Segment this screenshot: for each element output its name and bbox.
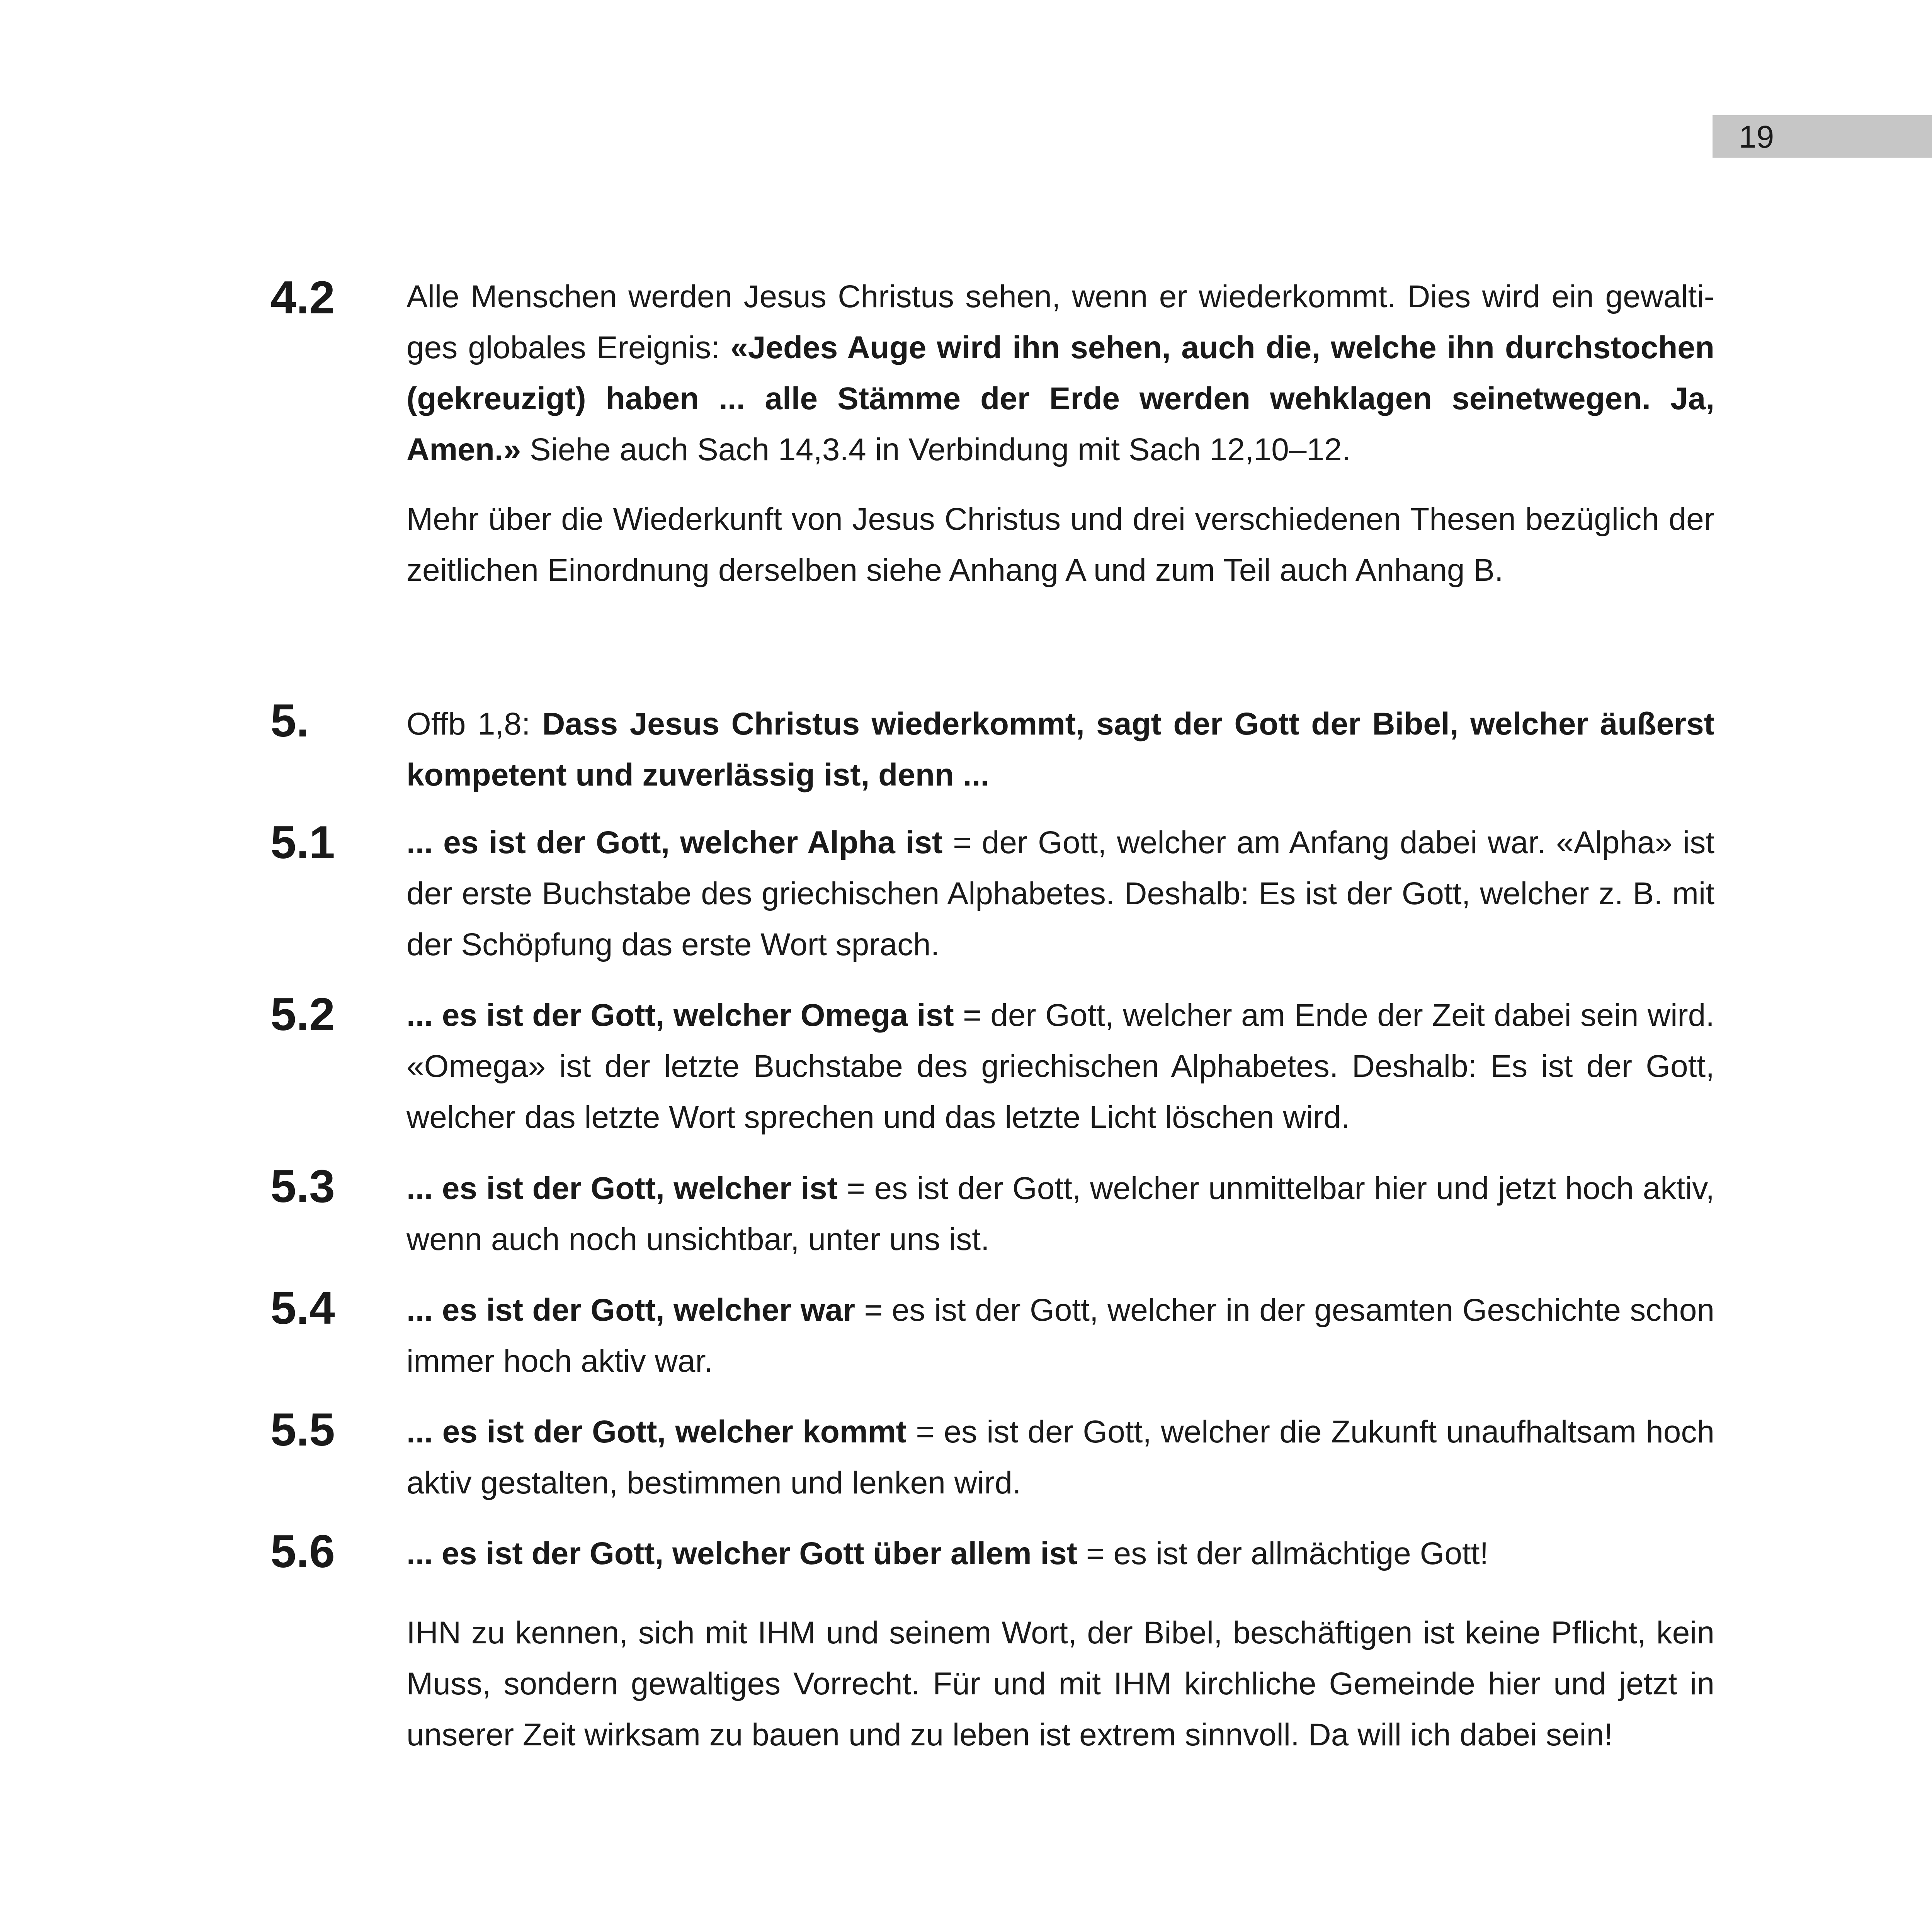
bold-text-run: ... es ist der Gott, welcher Alpha ist <box>406 825 943 860</box>
section-number-5-4: 5.4 <box>270 1282 335 1334</box>
section-5-6-text <box>406 1528 1714 1579</box>
bold-text-run: ... es ist der Gott, welcher Gott über allem ist <box>406 1536 1078 1571</box>
text-run: = es ist der Gott, welcher unmittelbar hier und jetzt hoch aktiv, wenn auch noch unsichtbar, unter uns ist. <box>406 1171 1714 1257</box>
section-number-5-1: 5.1 <box>270 816 335 868</box>
paragraph <box>406 699 1714 801</box>
text-run: = der Gott, welcher am Ende der Zeit dabei sein wird. «Omega» ist der letzte Buchstabe des griechischen Alphabetes. Deshalb: Es ist der Gott, welcher das letzte Wort sprechen und das letzte Licht löschen wird. <box>406 998 1714 1135</box>
bold-text-run: ... es ist der Gott, welcher war <box>406 1293 855 1328</box>
text-run: = es ist der Gott, welcher die Zukunft unaufhaltsam hoch aktiv gestalten, bestimmen und lenken wird. <box>406 1414 1714 1500</box>
page-number: 19 <box>1739 119 1774 155</box>
section-5-2-text <box>406 990 1714 1143</box>
paragraph <box>406 494 1714 596</box>
bold-text-run: ... es ist der Gott, welcher Omega ist <box>406 998 954 1033</box>
paragraph <box>406 1406 1714 1509</box>
section-5-5-text <box>406 1406 1714 1509</box>
paragraph <box>406 817 1714 970</box>
paragraph <box>406 1607 1714 1760</box>
text-run: IHN zu kennen, sich mit IHM und seinem Wort, der Bibel, beschäftigen ist keine Pflicht, kein Muss, sondern gewaltiges Vorrecht. Für und mit IHM kirchliche Gemeinde hier und jetzt in unserer Zeit wirksam zu bauen und zu leben ist extrem sinnvoll. Da will ich dabei sein! <box>406 1615 1714 1752</box>
closing-paragraph <box>406 1607 1714 1760</box>
section-number-5: 5. <box>270 695 310 747</box>
text-run: Mehr über die Wiederkunft von Jesus Christus und drei verschiedenen Thesen bezüglich der zeitlichen Einordnung derselben siehe Anhang A und zum Teil auch Anhang B. <box>406 502 1714 588</box>
paragraph <box>406 271 1714 475</box>
section-5-3-text <box>406 1163 1714 1265</box>
text-run: Alle Menschen werden Jesus Christus sehen, wenn er wiederkommt. Dies wird ein gewaltiges globales Ereignis: <box>406 279 1714 365</box>
text-run: Siehe auch Sach 14,3.4 in Verbindung mit Sach 12,10–12. <box>521 432 1351 467</box>
paragraph <box>406 1285 1714 1387</box>
section-number-5-5: 5.5 <box>270 1404 335 1456</box>
text-run: = der Gott, welcher am Anfang dabei war. «Alpha» ist der erste Buchstabe des griechischen Alphabetes. Deshalb: Es ist der Gott, welcher z. B. mit der Schöpfung das erste Wort sprach. <box>406 825 1715 962</box>
section-5-4-text <box>406 1285 1714 1387</box>
text-run: Offb 1,8: <box>406 706 543 742</box>
section-number-5-6: 5.6 <box>270 1526 335 1577</box>
bold-text-run: ... es ist der Gott, welcher ist <box>406 1171 838 1206</box>
bold-text-run: «Jedes Auge wird ihn sehen, auch die, welche ihn durchstochen (gekreuzigt) haben ... alle Stämme der Erde werden wehklagen seinetwegen. Ja, Amen.» <box>406 330 1714 467</box>
paragraph <box>406 1163 1714 1265</box>
section-number-5-2: 5.2 <box>270 988 335 1040</box>
section-number-4-2: 4.2 <box>270 272 335 323</box>
section-5-text <box>406 699 1714 801</box>
text-run: = es ist der Gott, welcher in der gesamten Geschichte schon immer hoch aktiv war. <box>406 1293 1714 1379</box>
section-4-2-text <box>406 271 1714 596</box>
text-run: = es ist der allmächtige Gott! <box>1077 1536 1489 1571</box>
paragraph <box>406 1528 1714 1579</box>
paragraph <box>406 990 1714 1143</box>
bold-text-run: ... es ist der Gott, welcher kommt <box>406 1414 906 1449</box>
bold-text-run: Dass Jesus Christus wiederkommt, sagt der Gott der Bibel, welcher äußerst kompetent und zuverlässig ist, denn ... <box>406 706 1714 793</box>
section-5-1-text <box>406 817 1714 970</box>
section-number-5-3: 5.3 <box>270 1160 335 1212</box>
